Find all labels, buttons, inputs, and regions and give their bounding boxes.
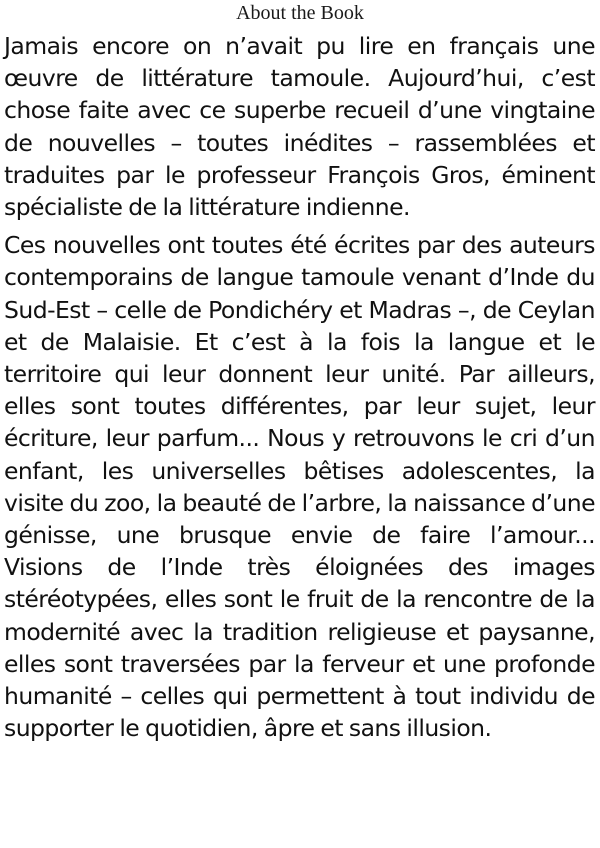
paragraph-1: Jamais encore on n’avait pu lire en français une œuvre de littérature tamoule. Aujourd’hui, c’est chose faite avec ce superbe recueil d’une vingtaine de nouvelles – toutes inédites – rassemblées et traduites par le professeur François Gros, éminent spécialiste de la littérature indienne. bbox=[4, 32, 595, 222]
paragraph-2: Ces nouvelles ont toutes été écrites par des auteurs contemporains de langue tamoule venant d’Inde du Sud-Est – celle de Pondichéry et Madras –, de Ceylan et de Malaisie. Et c’est à la fois la langue et le territoire qui leur donnent leur unité. Par ailleurs, elles sont toutes différentes, par leur sujet, leur écriture, leur parfum... Nous y retrouvons le cri d’un enfant, les universelles bêtises adolescentes, la visite du zoo, la beauté de l’arbre, la naissance d’une génisse, une brusque envie de faire l’amour... Visions de l’Inde très éloignées des images stéréotypées, elles sont le fruit de la rencontre de la modernité avec la tradition religieuse et paysanne, elles sont traversées par la ferveur et une profonde humanité – celles qui permettent à tout individu de supporter le quotidien, âpre et sans illusion. bbox=[4, 231, 595, 743]
body-text bbox=[4, 30, 595, 744]
page-heading: About the Book bbox=[236, 2, 364, 24]
